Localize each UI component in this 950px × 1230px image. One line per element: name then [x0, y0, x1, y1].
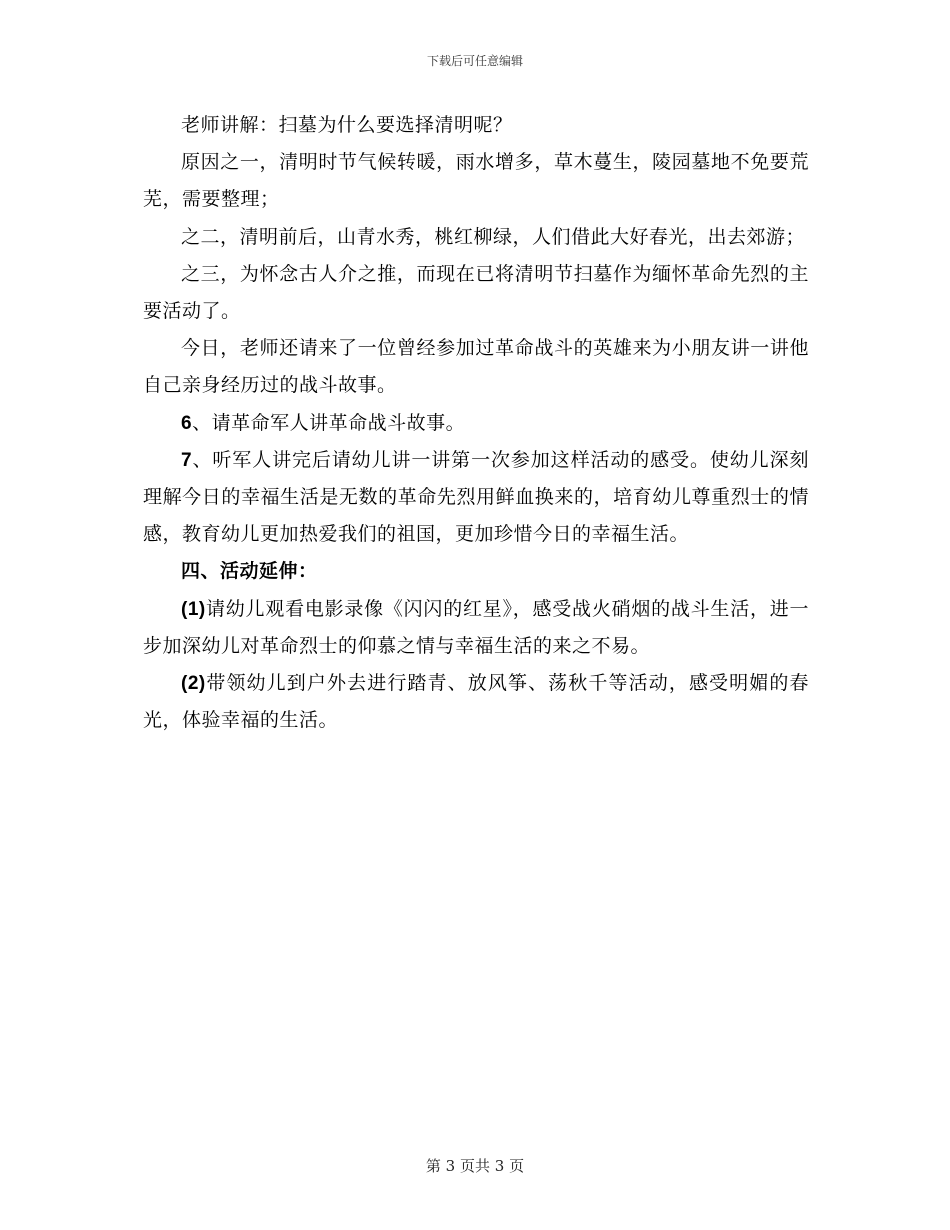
- paragraph-reason-two: [143, 219, 809, 256]
- paragraph-text: 之三，为怀念古人介之推，而现在已将清明节扫墓作为缅怀革命先烈的主要活动了。: [143, 262, 809, 323]
- step-number: 6: [181, 412, 193, 434]
- paragraph-extension-2: [143, 665, 809, 739]
- paragraph-text: 老师讲解：扫墓为什么要选择清明呢？: [181, 114, 513, 136]
- document-body: [143, 107, 809, 739]
- paragraph-step-7: [143, 442, 809, 554]
- heading-text: 四、活动延伸：: [181, 560, 318, 583]
- paragraph-reason-one: [143, 144, 809, 218]
- paragraph-teacher-explanation: [143, 107, 809, 144]
- page-header: 下载后可任意编辑: [426, 54, 523, 68]
- paragraph-text: 、请革命军人讲革命战斗故事。: [192, 411, 466, 434]
- item-number: (2): [181, 673, 206, 695]
- paragraph-text: 原因之一，清明时节气候转暖，雨水增多，草木蔓生，陵园墓地不免要荒芜，需要整理；: [143, 151, 809, 211]
- paragraph-text: 、听军人讲完后请幼儿讲一讲第一次参加这样活动的感受。使幼儿深刻理解今日的幸福生活是无数的革命先烈用鲜血换来的，培育幼儿尊重烈士的情感，教育幼儿更加热爱我们的祖国，更加珍惜今日的幸福生活。: [143, 448, 809, 546]
- paragraph-today-hero: [143, 330, 809, 404]
- paragraph-text: 今日，老师还请来了一位曾经参加过革命战斗的英雄来为小朋友讲一讲他自己亲身经历过的战斗故事。: [143, 337, 809, 397]
- paragraph-reason-three: [143, 256, 809, 330]
- paragraph-text: 之二，清明前后，山青水秀，桃红柳绿，人们借此大好春光，出去郊游；: [181, 225, 806, 248]
- step-number: 7: [181, 449, 193, 471]
- paragraph-text: 带领幼儿到户外去进行踏青、放风筝、荡秋千等活动，感受明媚的春光，体验幸福的生活。: [143, 672, 809, 732]
- section-heading-activity-extension: [143, 553, 809, 590]
- paragraph-text: 请幼儿观看电影录像《闪闪的红星》，感受战火硝烟的战斗生活，进一步加深幼儿对革命烈士的仰慕之情与幸福生活的来之不易。: [143, 597, 809, 657]
- paragraph-extension-1: [143, 591, 809, 665]
- paragraph-step-6: [143, 405, 809, 442]
- page-footer: 第 3 页共 3 页: [425, 1157, 525, 1175]
- item-number: (1): [181, 598, 206, 620]
